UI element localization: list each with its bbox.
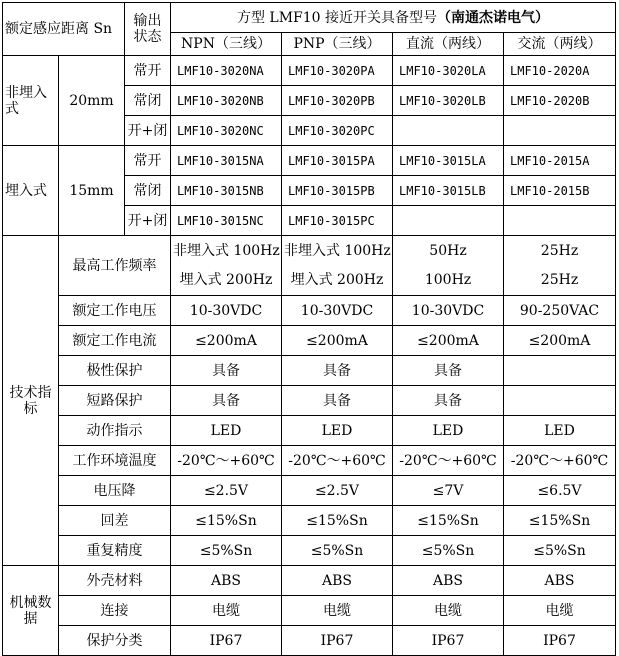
spec-value: ≤200mA [393,326,504,356]
table-title [171,3,616,33]
spec-label: 保护分类 [59,626,171,656]
spec-value: 电缆 [393,596,504,626]
model-cell [393,206,504,236]
spec-value: 非埋入式 100Hz [282,236,393,266]
spec-value: ≤200mA [282,326,393,356]
spec-value: ≤15%Sn [504,506,616,536]
tech-group-label: 技术指标 [3,236,59,566]
table-row [3,296,616,326]
spec-value: ≤15%Sn [282,506,393,536]
output-state: 常开 [125,146,171,176]
spec-value: ≤5%Sn [393,536,504,566]
output-state: 常闭 [125,86,171,116]
spec-value: ≤2.5V [171,476,282,506]
title-prefix: 方型 LMF10 接近开关具备型号 [236,9,438,26]
model-cell: LMF10-3015NB [171,176,282,206]
table-row [3,536,616,566]
spec-value: ≤5%Sn [504,536,616,566]
spec-label: 极性保护 [59,356,171,386]
table-row [3,626,616,656]
spec-value: 90-250VAC [504,296,616,326]
spec-value: ≤200mA [171,326,282,356]
table-row [3,446,616,476]
model-cell: LMF10-3015LA [393,146,504,176]
table-row [3,356,616,386]
output-state: 常闭 [125,176,171,206]
model-cell: LMF10-3015LB [393,176,504,206]
spec-value: -20℃～+60℃ [393,446,504,476]
spec-value: -20℃～+60℃ [282,446,393,476]
spec-value: ≤15%Sn [393,506,504,536]
model-cell: LMF10-3020PB [282,86,393,116]
col-header-ac: 交流（两线） [504,33,616,56]
spec-value: ≤2.5V [282,476,393,506]
spec-label: 动作指示 [59,416,171,446]
model-cell: LMF10-3020NB [171,86,282,116]
spec-value: 25Hz [504,236,616,266]
model-cell: LMF10-3020NA [171,56,282,86]
output-state: 开+闭 [125,116,171,146]
model-cell: LMF10-3020LA [393,56,504,86]
spec-value: 50Hz [393,236,504,266]
spec-value: 非埋入式 100Hz [171,236,282,266]
spec-label: 回差 [59,506,171,536]
spec-value: 具备 [282,356,393,386]
spec-value: ≤200mA [504,326,616,356]
spec-value: 电缆 [171,596,282,626]
table-row [3,476,616,506]
mount-type-nonflush: 非埋入式 [3,56,59,146]
mech-group-label: 机械数据 [3,566,59,656]
distance-value: 20mm [59,56,125,146]
spec-value: ≤5%Sn [282,536,393,566]
model-cell: LMF10-2020A [504,56,616,86]
spec-value: -20℃～+60℃ [171,446,282,476]
table-row [3,236,616,266]
spec-label: 额定工作电流 [59,326,171,356]
spec-value: LED [171,416,282,446]
distance-value: 15mm [59,146,125,236]
model-cell: LMF10-3015PB [282,176,393,206]
col-header-npn: NPN（三线） [171,33,282,56]
spec-label: 连接 [59,596,171,626]
model-cell: LMF10-3015PC [282,206,393,236]
spec-label: 重复精度 [59,536,171,566]
spec-value: IP67 [171,626,282,656]
spec-value: LED [282,416,393,446]
spec-value: 具备 [393,386,504,416]
spec-value [504,356,616,386]
spec-value: ABS [504,566,616,596]
spec-value: LED [393,416,504,446]
spec-value: 10-30VDC [393,296,504,326]
spec-value: IP67 [393,626,504,656]
output-state: 常开 [125,56,171,86]
table-row [3,386,616,416]
model-cell: LMF10-2015B [504,176,616,206]
model-cell: LMF10-3020LB [393,86,504,116]
model-cell: LMF10-3020NC [171,116,282,146]
spec-value: 100Hz [393,266,504,296]
spec-label: 额定工作电压 [59,296,171,326]
spec-value [504,386,616,416]
spec-label: 外壳材料 [59,566,171,596]
spec-value: ≤15%Sn [171,506,282,536]
spec-value: 具备 [171,386,282,416]
spec-value: 埋入式 200Hz [171,266,282,296]
spec-value: 10-30VDC [171,296,282,326]
model-cell [393,116,504,146]
model-cell: LMF10-2015A [504,146,616,176]
mount-type-flush: 埋入式 [3,146,59,236]
table-row [3,506,616,536]
spec-value: 10-30VDC [282,296,393,326]
spec-value: IP67 [504,626,616,656]
title-brand: （南通杰诺电气） [437,9,550,26]
spec-value: -20℃～+60℃ [504,446,616,476]
model-cell: LMF10-3015NC [171,206,282,236]
spec-label: 最高工作频率 [59,236,171,296]
distance-header: 额定感应距离 Sn [3,3,125,56]
spec-value: 埋入式 200Hz [282,266,393,296]
spec-value: IP67 [282,626,393,656]
model-cell [504,116,616,146]
spec-value: ABS [171,566,282,596]
spec-value: LED [504,416,616,446]
spec-label: 短路保护 [59,386,171,416]
model-cell: LMF10-2020B [504,86,616,116]
table-row [3,566,616,596]
col-header-pnp: PNP（三线） [282,33,393,56]
model-cell: LMF10-3015PA [282,146,393,176]
table-row [3,596,616,626]
output-state: 开+闭 [125,206,171,236]
spec-value: ≤7V [393,476,504,506]
table-row [3,146,616,176]
output-state-header: 输出状态 [125,3,171,56]
spec-value: ≤5%Sn [171,536,282,566]
model-cell: LMF10-3020PC [282,116,393,146]
model-cell: LMF10-3020PA [282,56,393,86]
model-cell [504,206,616,236]
spec-value: 具备 [171,356,282,386]
model-spec-table [2,2,616,656]
model-cell: LMF10-3015NA [171,146,282,176]
spec-value: 电缆 [282,596,393,626]
table-row [3,416,616,446]
spec-value: 25Hz [504,266,616,296]
spec-label: 工作环境温度 [59,446,171,476]
spec-value: 具备 [282,386,393,416]
spec-value: ABS [393,566,504,596]
spec-value: ABS [282,566,393,596]
table-row [3,56,616,86]
spec-value: ≤6.5V [504,476,616,506]
table-row [3,326,616,356]
spec-value: 电缆 [504,596,616,626]
spec-value: 具备 [393,356,504,386]
spec-label: 电压降 [59,476,171,506]
col-header-dc: 直流（两线） [393,33,504,56]
